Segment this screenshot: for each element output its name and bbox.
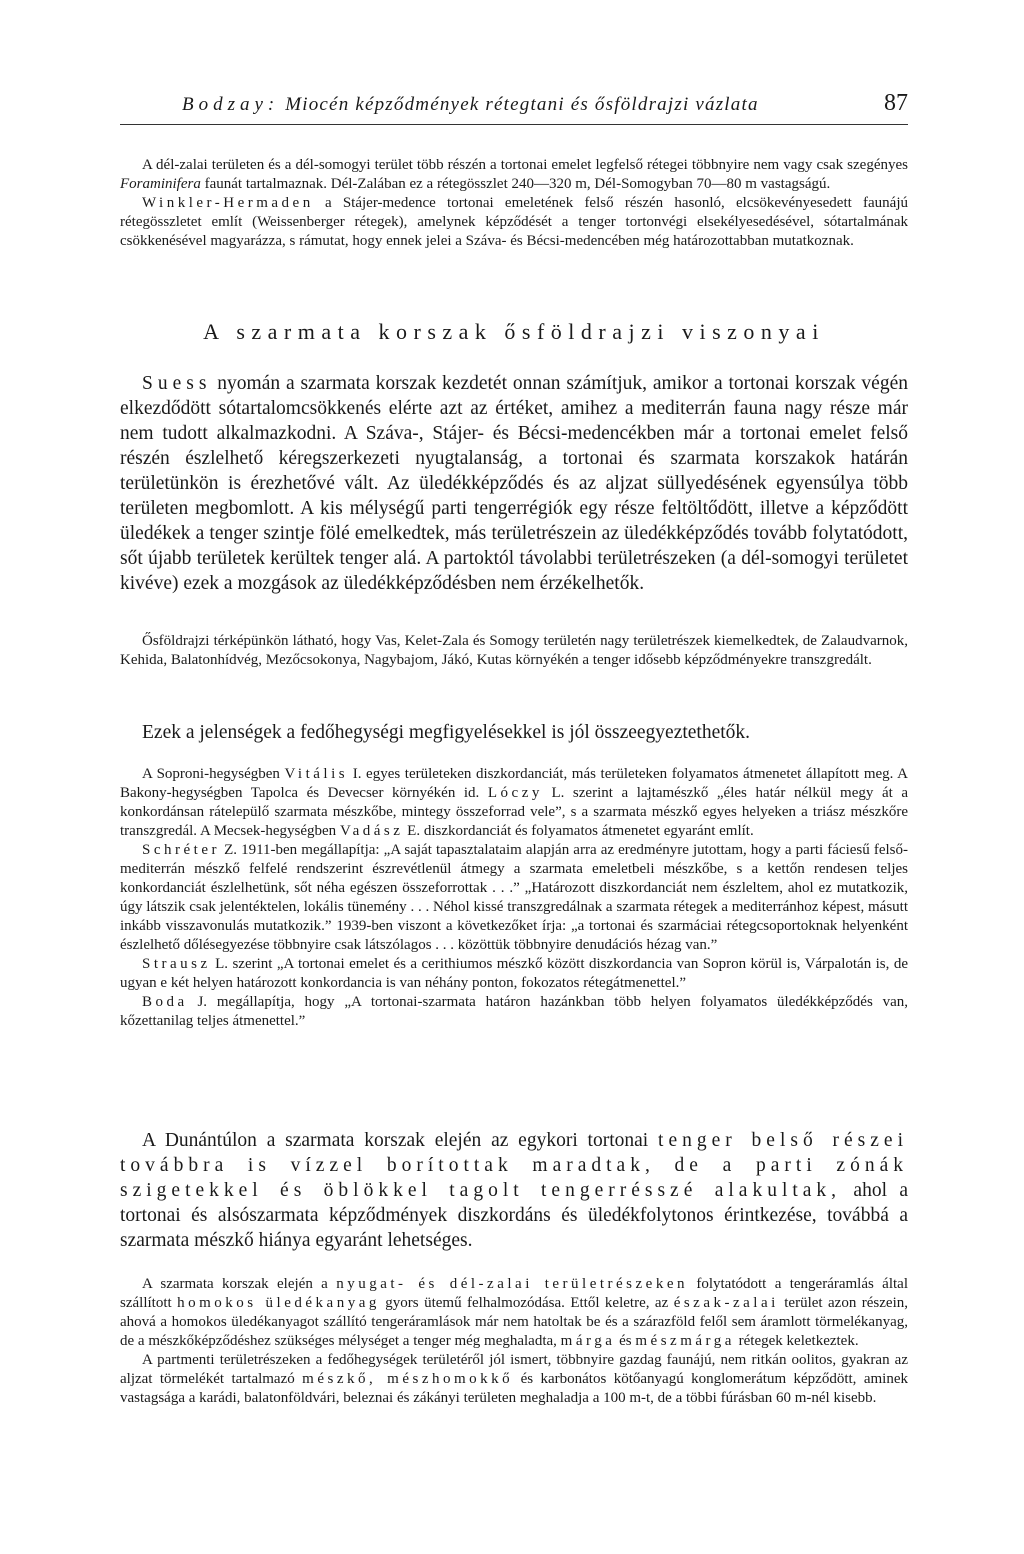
author-name: Suess (142, 373, 212, 394)
paragraph-5: Ezek a jelenségek a fedőhegységi megfigyelésekkel is jól összeegyeztethetők. (142, 722, 751, 743)
running-head-author: Bodzay: (182, 94, 280, 115)
statement-paragraph (120, 720, 908, 745)
running-head (182, 94, 759, 116)
paragraph-1: A dél-zalai területen és a dél-somogyi terület több részén a tortonai emelet legfelső rétegei többnyire nem vagy csak szegényes Foraminifera faunát tartalmaznak. Dél-Zalában ez a rétegösszlet 240—320 m, Dél-Somogyban 70—80 m vastagságú. (120, 157, 908, 192)
page-number: 87 (884, 90, 908, 116)
header-rule (120, 124, 908, 125)
spaced-emphasis: észak-zalai (673, 1295, 779, 1311)
paragraph-8: Strausz L. szerint „A tortonai emelet és a cerithiumos mészkő között diszkordancia van Sopron körül is, Várpalotán is, de ugyan e két helyen határozott konkordancia is van néhány ponton, fokozatos rétegátmenettel.” (120, 956, 908, 991)
paragraph-9: Boda J. megállapítja, hogy „A tortonai-szarmata határon hazánkban több helyen folyamatos üledékképződés van, kőzettanilag teljes átmenettel.” (120, 994, 908, 1029)
spaced-emphasis: homokos üledékanyag (177, 1295, 380, 1311)
page-header (120, 88, 908, 128)
paragraph-2: Winkler-Hermaden a Stájer-medence tortonai emeletének felső részén hasonló, elcsökevényesedett faunájú rétegösszletet említ (Weissenberger rétegek), amelynek képződését a tenger tortonvégi elsekélyesedésével, sótartalmának csökkenésével magyarázza, s rámutat, hogy ennek jelei a Száva- és Bécsi-medencében még határozottabban mutatkoznak. (120, 195, 908, 249)
transdanubia-paragraph (120, 1128, 908, 1253)
paragraph-6: A Soproni-hegységben Vitális I. egyes területeken diszkordanciát, más területeken folyamatos átmenetet állapított meg. A Bakony-hegységben Tapolca és Devecser környékén id. Lóczy L. szerint a lajtamészkő „éles határ nélkül megy át a konkordánsan rátelepülő szarmata mészkőbe, mintegy összeforrad vele”, s a szarmata mészkő egyes helyeken a triász mészkőre transzgredál. A Mecsek-hegységben Vadász E. diszkordanciát és folyamatos átmenetet egyaránt említ. (120, 766, 908, 839)
author-name: Boda (142, 994, 188, 1010)
paragraph-7: Schréter Z. 1911-ben megállapítja: „A saját tapasztalataim alapján arra az eredményre jutottam, hogy a parti fáciesű felső-mediterrán mészkő felfelé rendszerint észrevétlenül átmegy a szarmata emeletbeli mészkőbe, s a kettőn rendesen teljes konkordanciát észlelhetünk, sőt néha egészen összeforrottak . . .” „Határozott diszkordanciát nem észleltem, ahol ez mutatkozik, úgy látszik csak jelentéktelen, lokális tünemény . . . Néhol kissé transzgredálnak a szarmata rétegek a mediterránhoz képest, másutt inkább visszavonulás mutatkozik.” 1939-ben viszont a következőket írja: „a tortonai és szarmáciai rétegcsoportoknak helyenként észlelhető dőlésegyezése többnyire csak látszólagos . . . közöttük többnyire denudációs hézag van.” (120, 842, 908, 953)
paragraph-4: Ősföldrajzi térképünkön látható, hogy Vas, Kelet-Zala és Somogy területén nagy területrészek kiemelkedtek, de Zalaudvarnok, Kehida, Balatonhídvég, Mezőcsokonya, Nagybajom, Jákó, Kutas környékén a tenger idősebb képződményekre transzgredált. (120, 633, 908, 668)
spaced-emphasis: mészmárga (635, 1333, 735, 1349)
spaced-emphasis: nyugat- és dél-zalai területrészeken (336, 1276, 688, 1292)
section-title: A szarmata korszak ősföldrajzi viszonyai (203, 319, 825, 344)
paragraph-11: A szarmata korszak elején a nyugat- és dél-zalai területrészeken folytatódott a tengeráramlás által szállított homokos üledékanyag gyors ütemű felhalmozódása. Ettől keletre, az észak-zalai terület azon részein, ahová a homokos üledékanyagot szállító tengeráramlások már nem hatoltak be és a szárazföld felől sem áramlott törmelékanyag, de a mészkőképződéshez szükséges mélységet a tenger még meghaladta, márga és mészmárga rétegek keletkeztek. (120, 1276, 909, 1349)
running-head-title: Miocén képződmények rétegtani és ősföldrajzi vázlata (285, 94, 759, 115)
paragraph-10: A Dunántúlon a szarmata korszak elején az egykori tortonai tenger belső részei továbbra is vízzel borítottak maradtak, de a parti zónák szigetekkel és öblökkel tagolt tengerrésszé alakultak, ahol a tortonai és alsószarmata képződmények diszkordáns és üledékfolytonos érintkezése, továbbá a szarmata mészkő hiánya egyaránt lehetséges. (120, 1130, 908, 1251)
paragraph-3: Suess nyomán a szarmata korszak kezdetét onnan számítjuk, amikor a tortonai korszak végén elkezdődött sótartalomcsökkenés elérte azt az értéket, amihez a mediterrán fauna nagy része már nem tudott alkalmazkodni. A Száva-, Stájer- és Bécsi-medencékben már a tortonai emelet felső részén észlelhető kéregszerkezeti nyugtalanság, a tortonai és szarmata korszakok határán területünkön is érezhetővé vált. Az üledékképződés és az aljzat süllyedésének egyensúlya több területen megbomlott. A kis mélységű parti tengerrégiók egy része feltöltődött, illetve a képződött üledékek a tenger szintje fölé emelkedtek, más területrészein az üledékképződés tovább folytatódott, sőt újabb területek kerültek tenger alá. A partoktól távolabbi területrészeken (a dél-somogyi területet kivéve) ezek a mozgások az üledékképződésben nem érzékelhetők. (120, 373, 908, 594)
author-name: Winkler-Hermaden (142, 195, 314, 211)
author-name: Strausz (142, 956, 211, 972)
main-paragraph (120, 371, 908, 596)
spaced-emphasis: márga (560, 1333, 616, 1349)
author-name: Vadász (339, 823, 404, 839)
author-name: Schréter (142, 842, 220, 858)
spaced-emphasis: tenger belső részei továbbra is vízzel borítottak maradtak, de a parti zónák szigetekkel és öblökkel tagolt tengerrésszé alakultak, (120, 1130, 908, 1201)
author-name: Lóczy (487, 785, 543, 801)
spaced-emphasis: mészkő, mészhomokkő (302, 1371, 514, 1387)
intro-block (120, 156, 908, 251)
sarmatian-block (120, 1275, 908, 1408)
citations-block (120, 765, 908, 1031)
map-paragraph (120, 632, 908, 670)
author-name: Vitális (284, 766, 349, 782)
paragraph-12: A partmenti területrészeken a fedőhegységek területéről jól ismert, többnyire gazdag faunájú, nem ritkán oolitos, gyakran az aljzat törmelékét tartalmazó mészkő, mészhomokkő és karbonátos kötőanyagú konglomerátum képződött, aminek vastagsága a karádi, balatonföldvári, beleznai és zákányi területen meghaladja a 100 m-t, de a többi fúrásban 60 m-nél kisebb. (120, 1352, 908, 1406)
